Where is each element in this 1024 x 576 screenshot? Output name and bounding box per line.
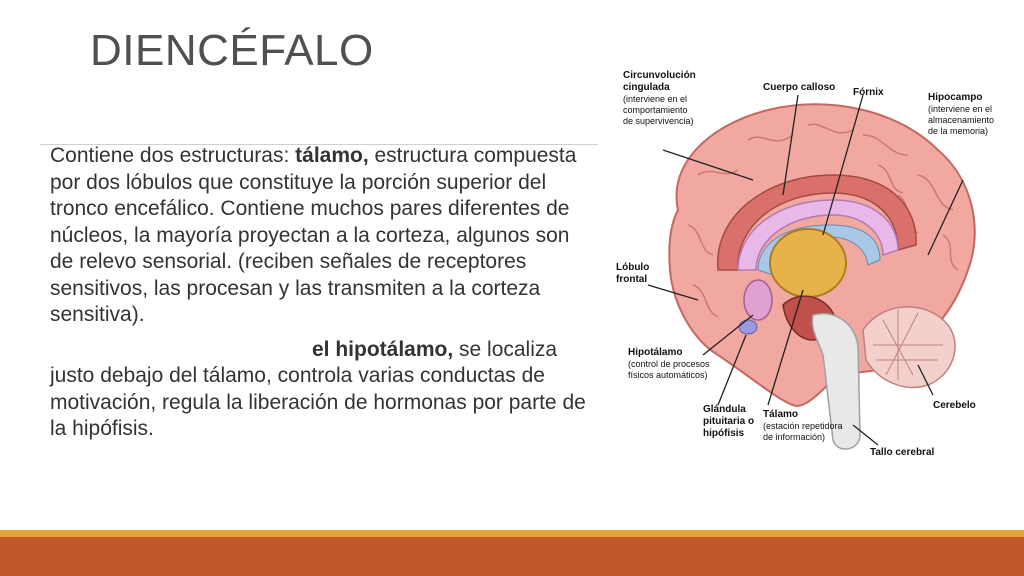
body-text [50,143,595,443]
cerebellum [863,307,955,388]
footer-band-accent [0,530,1024,537]
paragraph-talamo [50,143,595,329]
label-hipocampo-1: Hipocampo [928,92,983,103]
brain-diagram-panel [598,55,1006,551]
label-talamo-2: (estación repetidora [763,421,843,431]
label-circunvolucion-5: de supervivencia) [623,116,694,126]
label-circunvolucion-3: (interviene en el [623,94,688,104]
paragraph-hipotalamo [50,337,595,443]
label-hipotalamo-3: físicos automáticos) [628,370,708,380]
label-glandula-2: pituitaria o [703,416,755,427]
label-hipotalamo-1: Hipotálamo [628,347,683,358]
label-lobulo-2: frontal [616,274,648,285]
label-cuerpo-calloso: Cuerpo calloso [763,82,836,93]
pituitary [739,320,757,334]
label-hipotalamo-2: (control de procesos [628,359,710,369]
label-talamo-3: de información) [763,432,826,442]
label-glandula-3: hipófisis [703,428,745,439]
label-circunvolucion-4: comportamiento [623,105,688,115]
label-tallo-cerebral: Tallo cerebral [870,447,935,458]
slide-title: DIENCÉFALO [90,26,374,75]
paragraph1-rest: estructura compuesta por dos lóbulos que constituye la porción superior del tronco encefálico. Contiene muchos pares diferentes de núcleos, la mayoría proyectan a la corteza, algunos son de relevo sensorial. (reciben señales de receptores sensitivos, las procesan y las transmiten a la corteza sensitiva). [50,144,577,326]
label-hipocampo-3: almacenamiento [928,115,995,125]
label-talamo-1: Tálamo [763,409,799,420]
label-glandula-1: Glándula [703,404,746,415]
thalamus [770,229,846,297]
label-hipocampo-4: de la memoria) [928,126,989,136]
paragraph2-rest: se localiza justo debajo del tálamo, controla varias conductas de motivación, regula la liberación de hormonas por parte de la hipófisis. [50,337,586,440]
brain-diagram [598,55,1006,551]
label-fornix: Fórnix [853,87,884,98]
footer-band [0,537,1024,576]
paragraph1-intro: Contiene dos estructuras: [50,144,296,167]
label-circunvolucion-1: Circunvolución [623,70,696,81]
label-circunvolucion-2: cingulada [623,82,670,93]
paragraph1-bold: tálamo, [295,144,369,167]
label-cerebelo: Cerebelo [933,400,976,411]
label-lobulo-1: Lóbulo [616,262,650,273]
hypothalamus [744,280,772,320]
label-hipocampo-2: (interviene en el [928,104,993,114]
paragraph2-bold: el hipotálamo, [312,337,454,361]
